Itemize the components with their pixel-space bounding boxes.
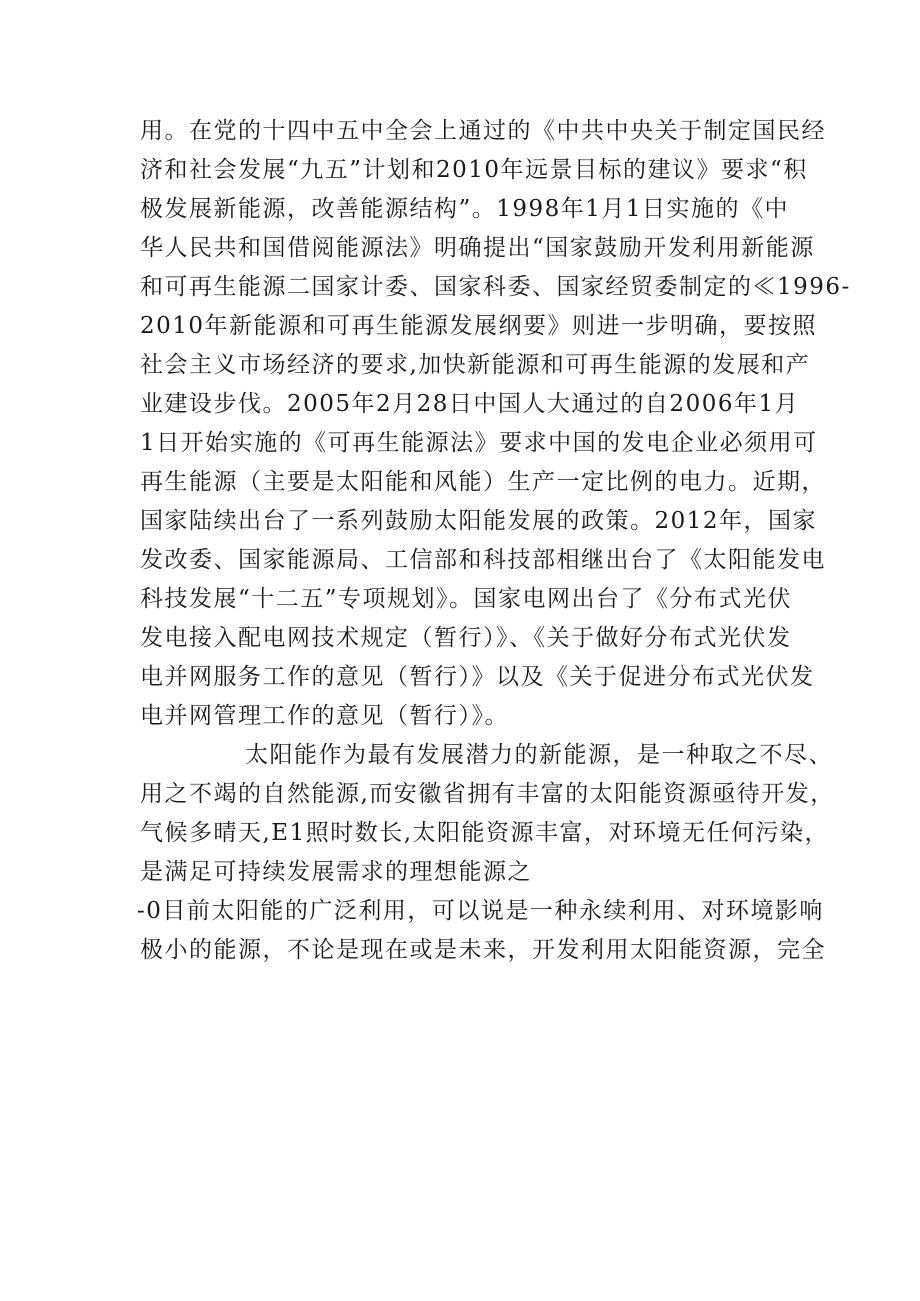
paragraph-line: 用之不竭的自然能源,而安徽省拥有丰富的太阳能资源亟待开发，	[140, 781, 835, 807]
paragraph-line: 国家陆续出台了一系列鼓励太阳能发展的政策。2012年，国家	[140, 508, 818, 534]
paragraph-line: 业建设步伐。2005年2月28日中国人大通过的自2006年1月	[140, 391, 800, 417]
paragraph-line: 再生能源（主要是太阳能和风能）生产一定比例的电力。近期，	[140, 469, 826, 495]
body-text	[137, 112, 851, 970]
paragraph-line: 电并网管理工作的意见（暂行）》。	[140, 703, 509, 729]
paragraph-line: 发改委、国家能源局、工信部和科技部相继出台了《太阳能发电	[140, 547, 826, 573]
paragraph-line-indented: 太阳能作为最有发展潜力的新能源，是一种取之不尽、	[245, 742, 833, 768]
paragraph-line: 2010年新能源和可再生能源发展纲要》则进一步明确，要按照	[140, 313, 818, 339]
paragraph-line: 极小的能源，不论是现在或是未来，开发利用太阳能资源，完全	[140, 937, 826, 963]
paragraph-line: -0目前太阳能的广泛利用，可以说是一种永续利用、对环境影响	[137, 898, 824, 924]
paragraph-line: 极发展新能源，改善能源结构”。1998年1月1日实施的《中	[140, 196, 790, 222]
paragraph-line: 科技发展“十二五”专项规划》。国家电网出台了《分布式光伏	[140, 586, 793, 612]
paragraph-line: 社会主义市场经济的要求,加快新能源和可再生能源的发展和产	[140, 352, 811, 378]
paragraph-line: 是满足可持续发展需求的理想能源之	[140, 859, 532, 885]
paragraph-line: 1日开始实施的《可再生能源法》要求中国的发电企业必须用可	[140, 430, 818, 456]
paragraph-line: 气候多晴天,E1照时数长,太阳能资源丰富，对环境无任何污染，	[140, 820, 830, 846]
paragraph-line: 发电接入配电网技术规定（暂行）》、《关于做好分布式光伏发	[140, 625, 792, 651]
paragraph-line: 用。在党的十四中五中全会上通过的《中共中央关于制定国民经	[140, 118, 826, 144]
paragraph-line: 济和社会发展“九五”计划和2010年远景目标的建议》要求“积	[140, 157, 808, 183]
paragraph-line: 华人民共和国借阅能源法》明确提出“国家鼓励开发利用新能源	[140, 235, 815, 261]
paragraph-line: 和可再生能源二国家计委、国家科委、国家经贸委制定的≪1996-	[140, 274, 851, 300]
paragraph-line: 电并网服务工作的意见（暂行）》以及《关于促进分布式光伏发	[140, 664, 815, 690]
